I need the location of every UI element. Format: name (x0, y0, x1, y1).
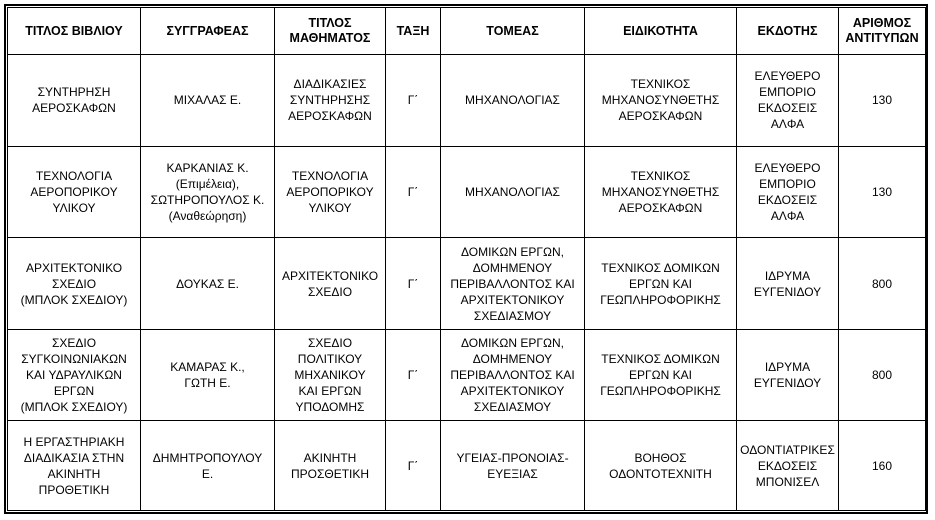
cell-author: ΜΙΧΑΛΑΣ Ε. (141, 55, 275, 147)
cell-author: ΔΗΜΗΤΡΟΠΟΥΛΟΥ Ε. (141, 421, 275, 511)
cell-publisher: ΙΔΡΥΜΑ ΕΥΓΕΝΙΔΟΥ (737, 238, 839, 330)
cell-author: ΔΟΥΚΑΣ Ε. (141, 238, 275, 330)
cell-class: Γ΄ (386, 146, 441, 238)
table-row (8, 146, 926, 238)
cell-course-title: ΑΡΧΙΤΕΚΤΟΝΙΚΟ ΣΧΕΔΙΟ (275, 238, 386, 330)
books-table (7, 7, 926, 511)
cell-publisher: ΕΛΕΥΘΕΡΟ ΕΜΠΟΡΙΟ ΕΚΔΟΣΕΙΣ ΑΛΦΑ (737, 146, 839, 238)
cell-course-title: ΑΚΙΝΗΤΗ ΠΡΟΣΘΕΤΙΚΗ (275, 421, 386, 511)
header-book-title: ΤΙΤΛΟΣ ΒΙΒΛΙΟΥ (8, 8, 141, 55)
header-course-title: ΤΙΤΛΟΣ ΜΑΘΗΜΑΤΟΣ (275, 8, 386, 55)
header-sector: ΤΟΜΕΑΣ (441, 8, 585, 55)
cell-copies: 800 (839, 238, 926, 330)
cell-sector: ΔΟΜΙΚΩΝ ΕΡΓΩΝ, ΔΟΜΗΜΕΝΟΥ ΠΕΡΙΒΑΛΛΟΝΤΟΣ ΚΑΙ ΑΡΧΙΤΕΚΤΟΝΙΚΟΥ ΣΧΕΔΙΑΣΜΟΥ (441, 329, 585, 421)
table-row (8, 55, 926, 147)
cell-book-title: ΣΥΝΤΗΡΗΣΗ ΑΕΡΟΣΚΑΦΩΝ (8, 55, 141, 147)
cell-book-title: Η ΕΡΓΑΣΤΗΡΙΑΚΗ ΔΙΑΔΙΚΑΣΙΑ ΣΤΗΝ ΑΚΙΝΗΤΗ ΠΡΟΘΕΤΙΚΗ (8, 421, 141, 511)
header-specialty: ΕΙΔΙΚΟΤΗΤΑ (585, 8, 737, 55)
table-row (8, 421, 926, 511)
cell-copies: 130 (839, 55, 926, 147)
header-row (8, 8, 926, 55)
cell-course-title: ΣΧΕΔΙΟ ΠΟΛΙΤΙΚΟΥ ΜΗΧΑΝΙΚΟΥ ΚΑΙ ΕΡΓΩΝ ΥΠΟΔΟΜΗΣ (275, 329, 386, 421)
table-row (8, 329, 926, 421)
cell-publisher: ΟΔΟΝΤΙΑΤΡΙΚΕΣ ΕΚΔΟΣΕΙΣ ΜΠΟΝΙΣΕΛ (737, 421, 839, 511)
cell-copies: 800 (839, 329, 926, 421)
cell-sector: ΜΗΧΑΝΟΛΟΓΙΑΣ (441, 146, 585, 238)
header-copies: ΑΡΙΘΜΟΣ ΑΝΤΙΤΥΠΩΝ (839, 8, 926, 55)
cell-class: Γ΄ (386, 421, 441, 511)
cell-class: Γ΄ (386, 238, 441, 330)
header-publisher: ΕΚΔΟΤΗΣ (737, 8, 839, 55)
header-class: ΤΑΞΗ (386, 8, 441, 55)
cell-copies: 160 (839, 421, 926, 511)
cell-book-title: ΑΡΧΙΤΕΚΤΟΝΙΚΟ ΣΧΕΔΙΟ (ΜΠΛΟΚ ΣΧΕΔΙΟΥ) (8, 238, 141, 330)
cell-specialty: ΤΕΧΝΙΚΟΣ ΜΗΧΑΝΟΣΥΝΘΕΤΗΣ ΑΕΡΟΣΚΑΦΩΝ (585, 146, 737, 238)
cell-publisher: ΙΔΡΥΜΑ ΕΥΓΕΝΙΔΟΥ (737, 329, 839, 421)
cell-book-title: ΤΕΧΝΟΛΟΓΙΑ ΑΕΡΟΠΟΡΙΚΟΥ ΥΛΙΚΟΥ (8, 146, 141, 238)
cell-specialty: ΤΕΧΝΙΚΟΣ ΜΗΧΑΝΟΣΥΝΘΕΤΗΣ ΑΕΡΟΣΚΑΦΩΝ (585, 55, 737, 147)
cell-author: ΚΑΜΑΡΑΣ Κ., ΓΩΤΗ Ε. (141, 329, 275, 421)
cell-class: Γ΄ (386, 329, 441, 421)
cell-course-title: ΔΙΑΔΙΚΑΣΙΕΣ ΣΥΝΤΗΡΗΣΗΣ ΑΕΡΟΣΚΑΦΩΝ (275, 55, 386, 147)
cell-author: ΚΑΡΚΑΝΙΑΣ Κ. (Επιμέλεια), ΣΩΤΗΡΟΠΟΥΛΟΣ Κ. (Αναθεώρηση) (141, 146, 275, 238)
cell-sector: ΥΓΕΙΑΣ-ΠΡΟΝΟΙΑΣ- ΕΥΕΞΙΑΣ (441, 421, 585, 511)
cell-sector: ΔΟΜΙΚΩΝ ΕΡΓΩΝ, ΔΟΜΗΜΕΝΟΥ ΠΕΡΙΒΑΛΛΟΝΤΟΣ ΚΑΙ ΑΡΧΙΤΕΚΤΟΝΙΚΟΥ ΣΧΕΔΙΑΣΜΟΥ (441, 238, 585, 330)
cell-class: Γ΄ (386, 55, 441, 147)
cell-specialty: ΤΕΧΝΙΚΟΣ ΔΟΜΙΚΩΝ ΕΡΓΩΝ ΚΑΙ ΓΕΩΠΛΗΡΟΦΟΡΙΚΗΣ (585, 238, 737, 330)
header-author: ΣΥΓΓΡΑΦΕΑΣ (141, 8, 275, 55)
cell-copies: 130 (839, 146, 926, 238)
cell-publisher: ΕΛΕΥΘΕΡΟ ΕΜΠΟΡΙΟ ΕΚΔΟΣΕΙΣ ΑΛΦΑ (737, 55, 839, 147)
cell-book-title: ΣΧΕΔΙΟ ΣΥΓΚΟΙΝΩΝΙΑΚΩΝ ΚΑΙ ΥΔΡΑΥΛΙΚΩΝ ΕΡΓΩΝ (ΜΠΛΟΚ ΣΧΕΔΙΟΥ) (8, 329, 141, 421)
cell-specialty: ΒΟΗΘΟΣ ΟΔΟΝΤΟΤΕΧΝΙΤΗ (585, 421, 737, 511)
table-row (8, 238, 926, 330)
cell-course-title: ΤΕΧΝΟΛΟΓΙΑ ΑΕΡΟΠΟΡΙΚΟΥ ΥΛΙΚΟΥ (275, 146, 386, 238)
cell-specialty: ΤΕΧΝΙΚΟΣ ΔΟΜΙΚΩΝ ΕΡΓΩΝ ΚΑΙ ΓΕΩΠΛΗΡΟΦΟΡΙΚΗΣ (585, 329, 737, 421)
cell-sector: ΜΗΧΑΝΟΛΟΓΙΑΣ (441, 55, 585, 147)
